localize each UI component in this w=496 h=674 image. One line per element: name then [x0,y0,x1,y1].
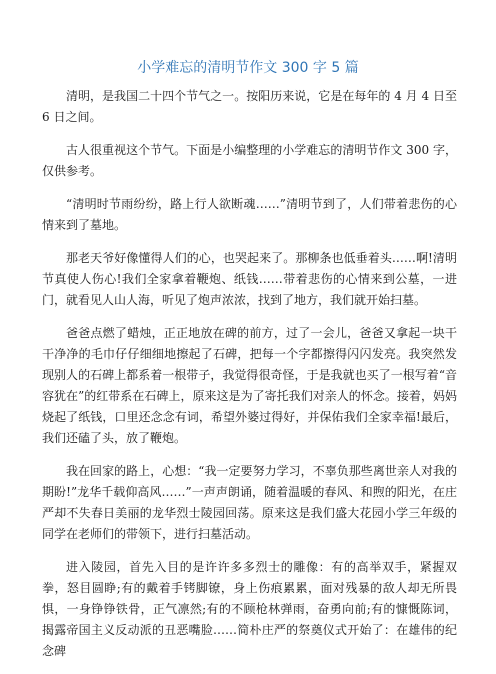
paragraph: 清明，是我国二十四个节气之一。按阳历来说，它是在每年的 4 月 4 日至 6 日之间。 [42,89,457,124]
document-title: 小学难忘的清明节作文 300 字 5 篇 [137,60,359,76]
document-body [42,86,457,674]
paragraph: 进入陵园，首先入目的是许许多多烈士的雕像：有的高举双手，紧握双拳，怒目圆睁;有的戴着手铐脚镣，身上伤痕累累，面对残暴的敌人却无所畏惧，一身铮铮铁骨，正气凛然;有的不顾枪林弹雨，奋勇向前;有的慷慨陈词，揭露帝国主义反动派的丑恶嘴脸……简朴庄严的祭奠仪式开始了：在雄伟的纪念碑 [42,560,457,658]
paragraph: 古人很重视这个节气。下面是小编整理的小学难忘的清明节作文 300 字，仅供参考。 [42,143,457,178]
paragraph: “清明时节雨纷纷，路上行人欲断魂……”清明节到了，人们带着悲伤的心情来到了墓地。 [42,197,457,232]
paragraph: 爸爸点燃了蜡烛，正正地放在碑的前方，过了一会儿，爸爸又拿起一块干干净净的毛巾仔仔细细地擦起了石碑，把每一个字都擦得闪闪发亮。我突然发现别人的石碑上都系着一根带子，我觉得很奇怪，于是我就也买了一根写着“音容犹在”的红带系在石碑上，原来这是为了寄托我们对亲人的怀念。接着，妈妈烧起了纸钱，口里还念念有词，希望外婆过得好，并保佑我们全家幸福!最后，我们还磕了头，放了鞭炮。 [42,326,457,445]
paragraph: 我在回家的路上，心想：“我一定要努力学习，不辜负那些离世亲人对我的期盼!”龙华千载仰高风……”一声声朗诵，随着温暖的春风、和煦的阳光，在庄严却不失春日美丽的龙华烈士陵园回荡。原来这是我们盛大花园小学三年级的同学在老师们的带领下，进行扫墓活动。 [42,464,457,541]
paragraph: 那老天爷好像懂得人们的心，也哭起来了。那柳条也低垂着头……啊!清明节真使人伤心!我们全家拿着鞭炮、纸钱……带着悲伤的心情来到公墓，一进门，就看见人山人海，听见了炮声浓浓，找到了地方，我们就开始扫墓。 [42,251,457,307]
